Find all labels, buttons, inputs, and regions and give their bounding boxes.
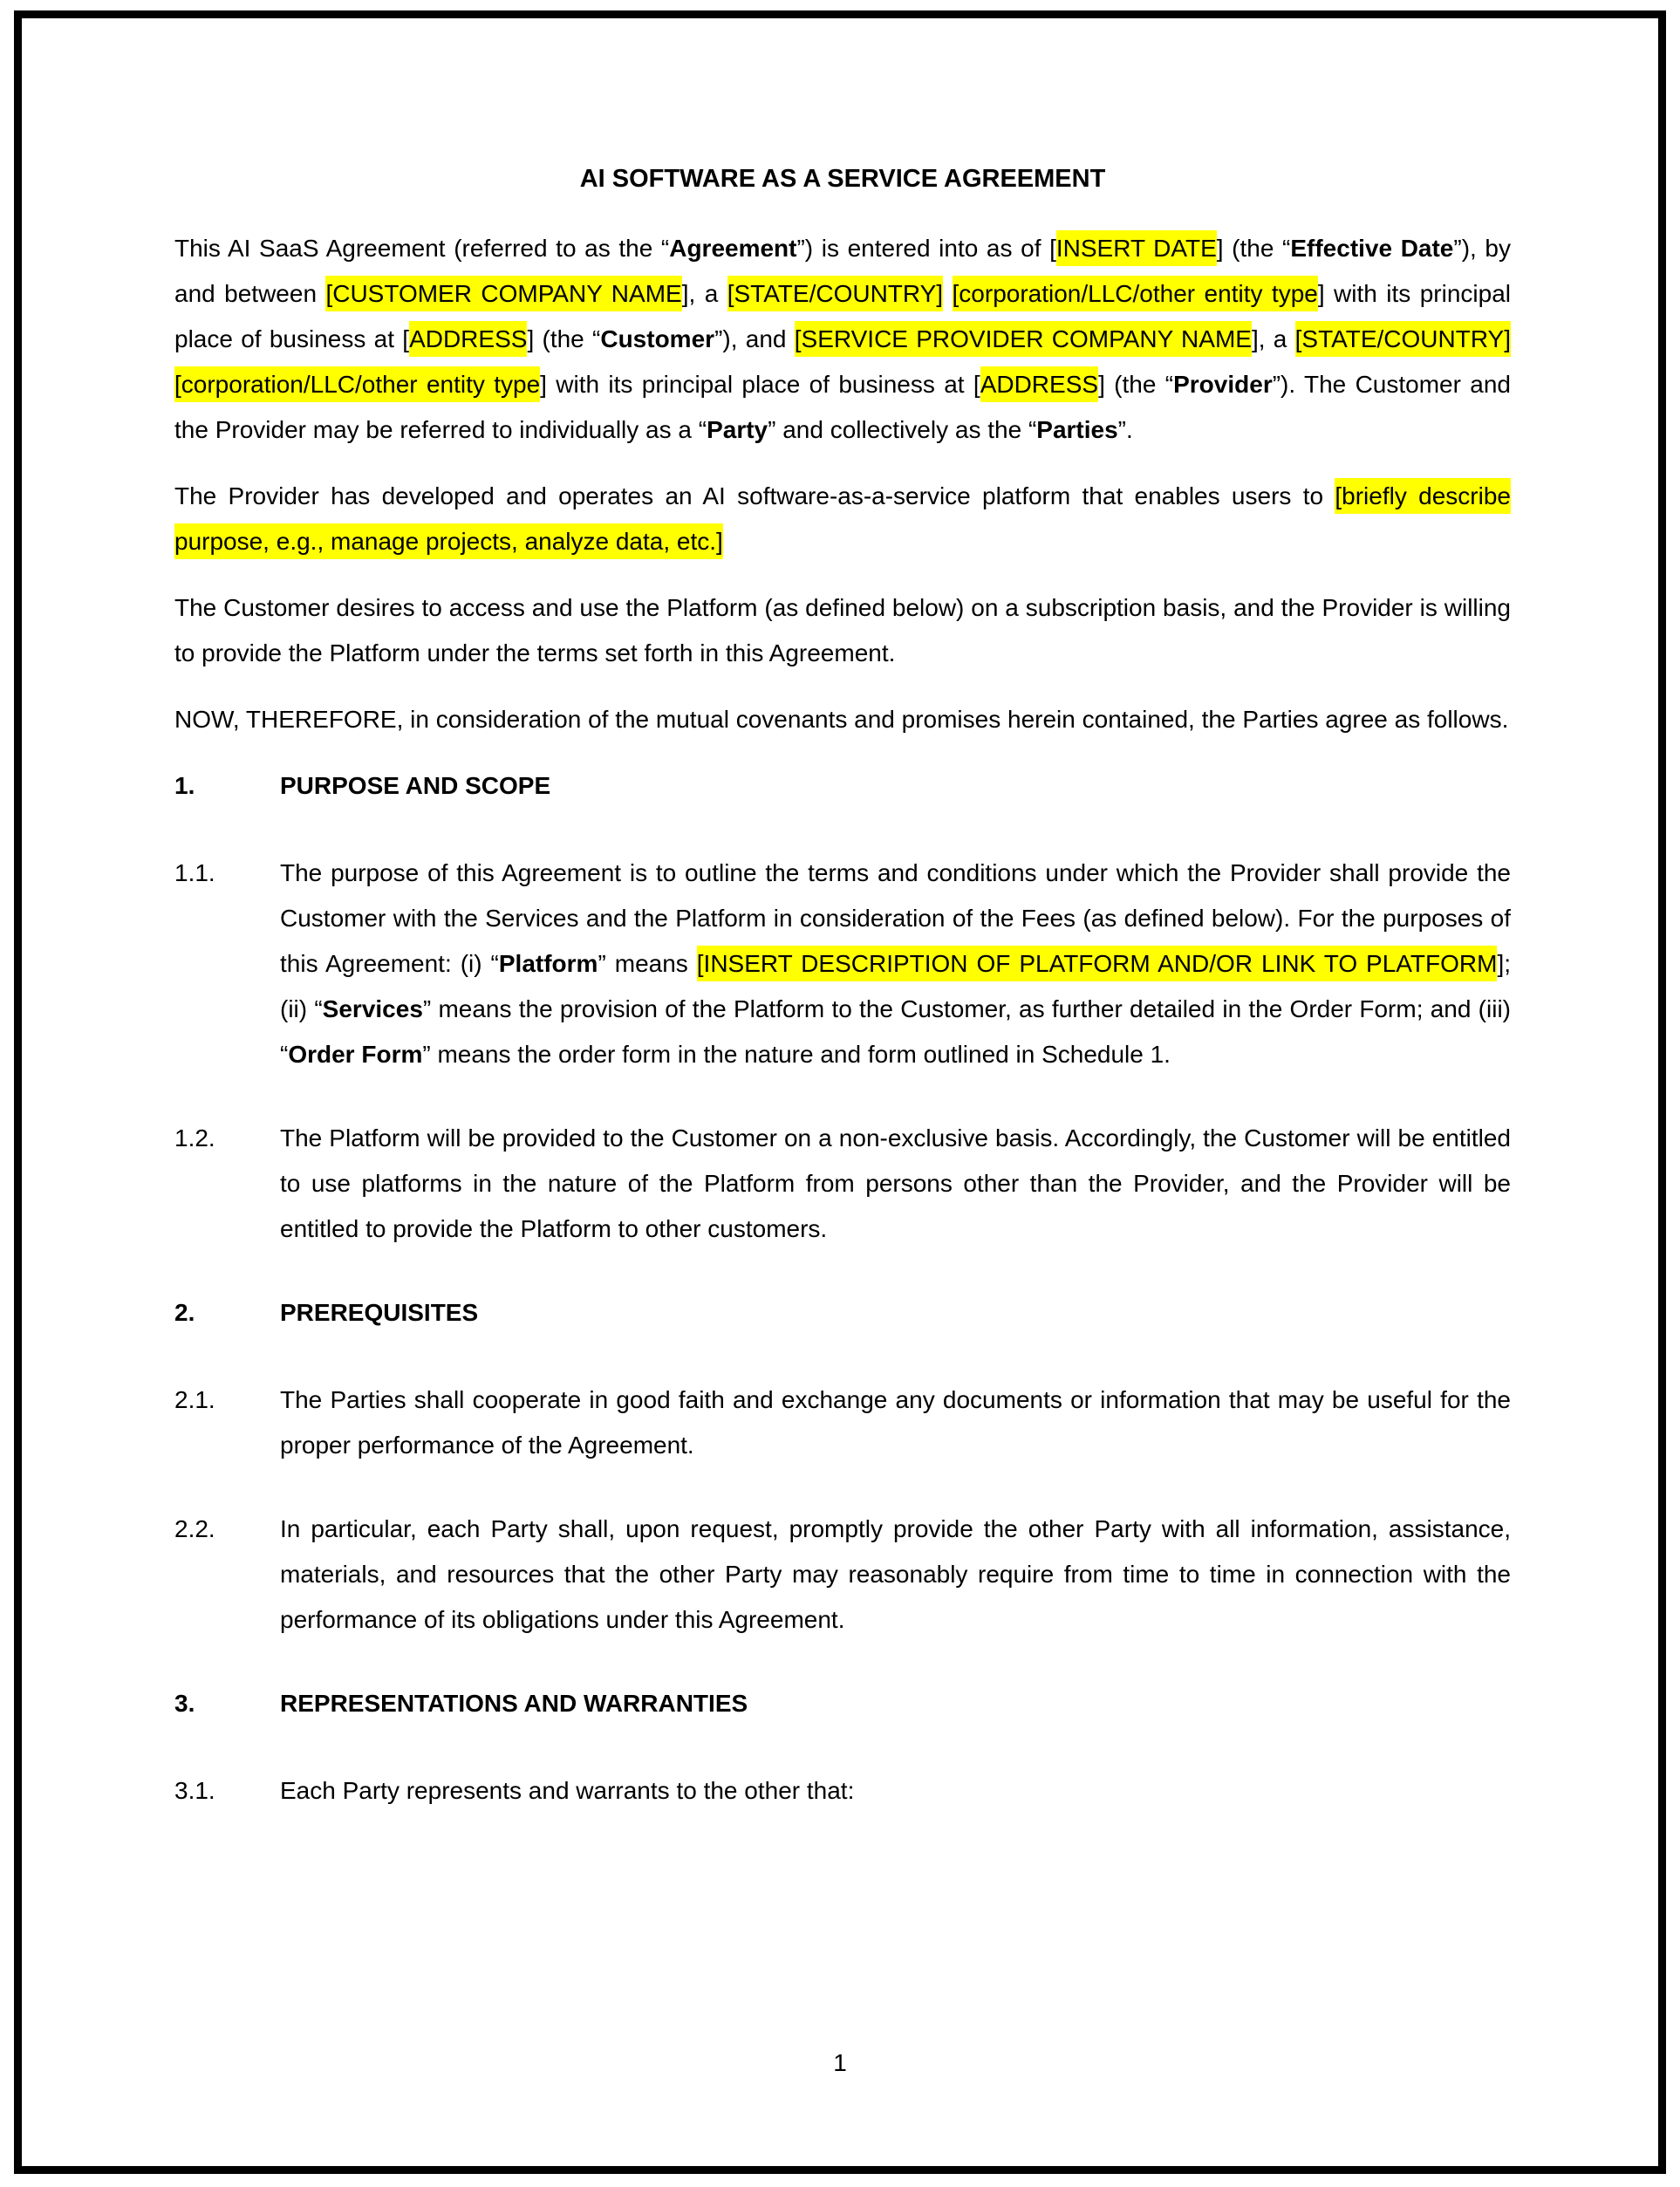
text-run: The Customer desires to access and use the Platform (as defined below) on a subscription basis, and the Provider is willing to provide the Platform under the terms set forth in this Agreement. <box>174 594 1511 666</box>
placeholder-highlight: ADDRESS <box>980 366 1098 402</box>
placeholder-highlight: [INSERT DESCRIPTION OF PLATFORM AND/OR LINK TO PLATFORM <box>697 946 1498 981</box>
placeholder-highlight: [STATE/COUNTRY] <box>1295 321 1511 357</box>
page-number: 1 <box>833 2049 847 2076</box>
defined-term: Parties <box>1036 416 1118 443</box>
section-heading <box>174 1681 1511 1726</box>
defined-term: Services <box>322 995 423 1022</box>
item-paragraph <box>280 851 1511 1077</box>
placeholder-highlight: ADDRESS <box>409 321 527 357</box>
text-run: ”), by and between <box>174 235 1512 307</box>
defined-term: Order Form <box>288 1041 423 1068</box>
section-heading-text: PURPOSE AND SCOPE <box>280 772 551 799</box>
item-number: 3.1. <box>174 1777 215 1804</box>
section-number: 3. <box>174 1690 195 1717</box>
section-heading <box>174 763 1511 809</box>
text-run: ” means the provision of the Platform to the Customer, as further detailed in the Order Form; and (iii) “ <box>280 995 1511 1068</box>
section-item <box>174 1768 1511 1814</box>
text-run: ] (the “ <box>1098 371 1174 398</box>
placeholder-highlight: [CUSTOMER COMPANY NAME <box>325 276 681 311</box>
section-heading-text: REPRESENTATIONS AND WARRANTIES <box>280 1690 748 1717</box>
text-run: ], a <box>681 280 727 307</box>
section-item <box>174 1116 1511 1252</box>
placeholder-highlight: [SERVICE PROVIDER COMPANY NAME <box>795 321 1252 357</box>
preamble-paragraph <box>174 697 1511 742</box>
sections <box>174 763 1511 1814</box>
item-number: 2.2. <box>174 1515 215 1542</box>
preamble-paragraph <box>174 226 1511 453</box>
document-content <box>22 18 1658 1852</box>
defined-term: Effective Date <box>1290 235 1454 262</box>
text-run: ”. <box>1117 416 1133 443</box>
text-run: ” means the order form in the nature and form outlined in Schedule 1. <box>422 1041 1171 1068</box>
defined-term: Platform <box>498 950 598 977</box>
page-border-frame <box>14 10 1666 2174</box>
placeholder-highlight: [briefly describe purpose, e.g., manage projects, analyze data, etc.] <box>174 478 1511 559</box>
section-heading <box>174 1290 1511 1336</box>
text-run: The purpose of this Agreement is to outline the terms and conditions under which the Provider shall provide the Customer with the Services and the Platform in consideration of the Fees (as defined below). For the purposes of this Agreement: (i) “ <box>280 859 1511 977</box>
document-title: AI SOFTWARE AS A SERVICE AGREEMENT <box>579 165 1106 193</box>
text-run: In particular, each Party shall, upon request, promptly provide the other Party with all information, assistance, materials, and resources that the other Party may reasonably require from time to time in connection with the performance of its obligations under this Agreement. <box>280 1515 1511 1633</box>
item-paragraph <box>280 1116 1511 1252</box>
text-run: This AI SaaS Agreement (referred to as the “ <box>174 235 670 262</box>
text-run: ”) is entered into as of [ <box>796 235 1056 262</box>
placeholder-highlight: [corporation/LLC/other entity type <box>174 366 540 402</box>
text-run: NOW, THEREFORE, in consideration of the mutual covenants and promises herein contained, the Parties agree as follows. <box>174 706 1509 733</box>
placeholder-highlight: [corporation/LLC/other entity type <box>953 276 1318 311</box>
section-item <box>174 1507 1511 1643</box>
text-run: ] with its principal place of business at [ <box>540 371 980 398</box>
text-run: The Parties shall cooperate in good faith and exchange any documents or information that may be useful for the proper performance of the Agreement. <box>280 1386 1511 1459</box>
item-number: 2.1. <box>174 1386 215 1413</box>
defined-term: Agreement <box>669 235 797 262</box>
text-run: The Provider has developed and operates an AI software-as-a-service platform that enables users to <box>174 482 1335 509</box>
item-paragraph <box>280 1507 1511 1643</box>
text-run: ] (the “ <box>527 325 601 352</box>
defined-term: Customer <box>600 325 715 352</box>
placeholder-highlight: INSERT DATE <box>1056 230 1217 266</box>
item-paragraph <box>280 1768 1511 1814</box>
section-number: 2. <box>174 1299 195 1326</box>
text-run: ] with its principal place of business at [ <box>174 280 1511 352</box>
text-run: Each Party represents and warrants to the other that: <box>280 1777 855 1804</box>
preamble-paragraph <box>174 585 1511 676</box>
preamble <box>174 226 1511 742</box>
item-number: 1.2. <box>174 1124 215 1152</box>
text-run: The Platform will be provided to the Customer on a non-exclusive basis. Accordingly, the Customer will be entitled to use platforms in the nature of the Platform from persons other than the Provider, and the Provider will be entitled to provide the Platform to other customers. <box>280 1124 1511 1242</box>
defined-term: Party <box>707 416 768 443</box>
section-item <box>174 851 1511 1077</box>
defined-term: Provider <box>1173 371 1273 398</box>
placeholder-highlight: [STATE/COUNTRY] <box>727 276 943 311</box>
section-number: 1. <box>174 772 195 799</box>
text-run: ” and collectively as the “ <box>768 416 1037 443</box>
text-run <box>943 280 952 307</box>
text-run: ” means <box>598 950 697 977</box>
item-number: 1.1. <box>174 859 215 886</box>
section-heading-text: PREREQUISITES <box>280 1299 479 1326</box>
text-run: ”). The Customer and the Provider may be referred to individually as a “ <box>174 371 1512 443</box>
section-item <box>174 1377 1511 1468</box>
text-run: ] (the “ <box>1216 235 1291 262</box>
text-run: ], a <box>1251 325 1295 352</box>
text-run: ”), and <box>714 325 795 352</box>
item-paragraph <box>280 1377 1511 1468</box>
preamble-paragraph <box>174 474 1511 564</box>
text-run: ]; (ii) “ <box>280 950 1511 1022</box>
